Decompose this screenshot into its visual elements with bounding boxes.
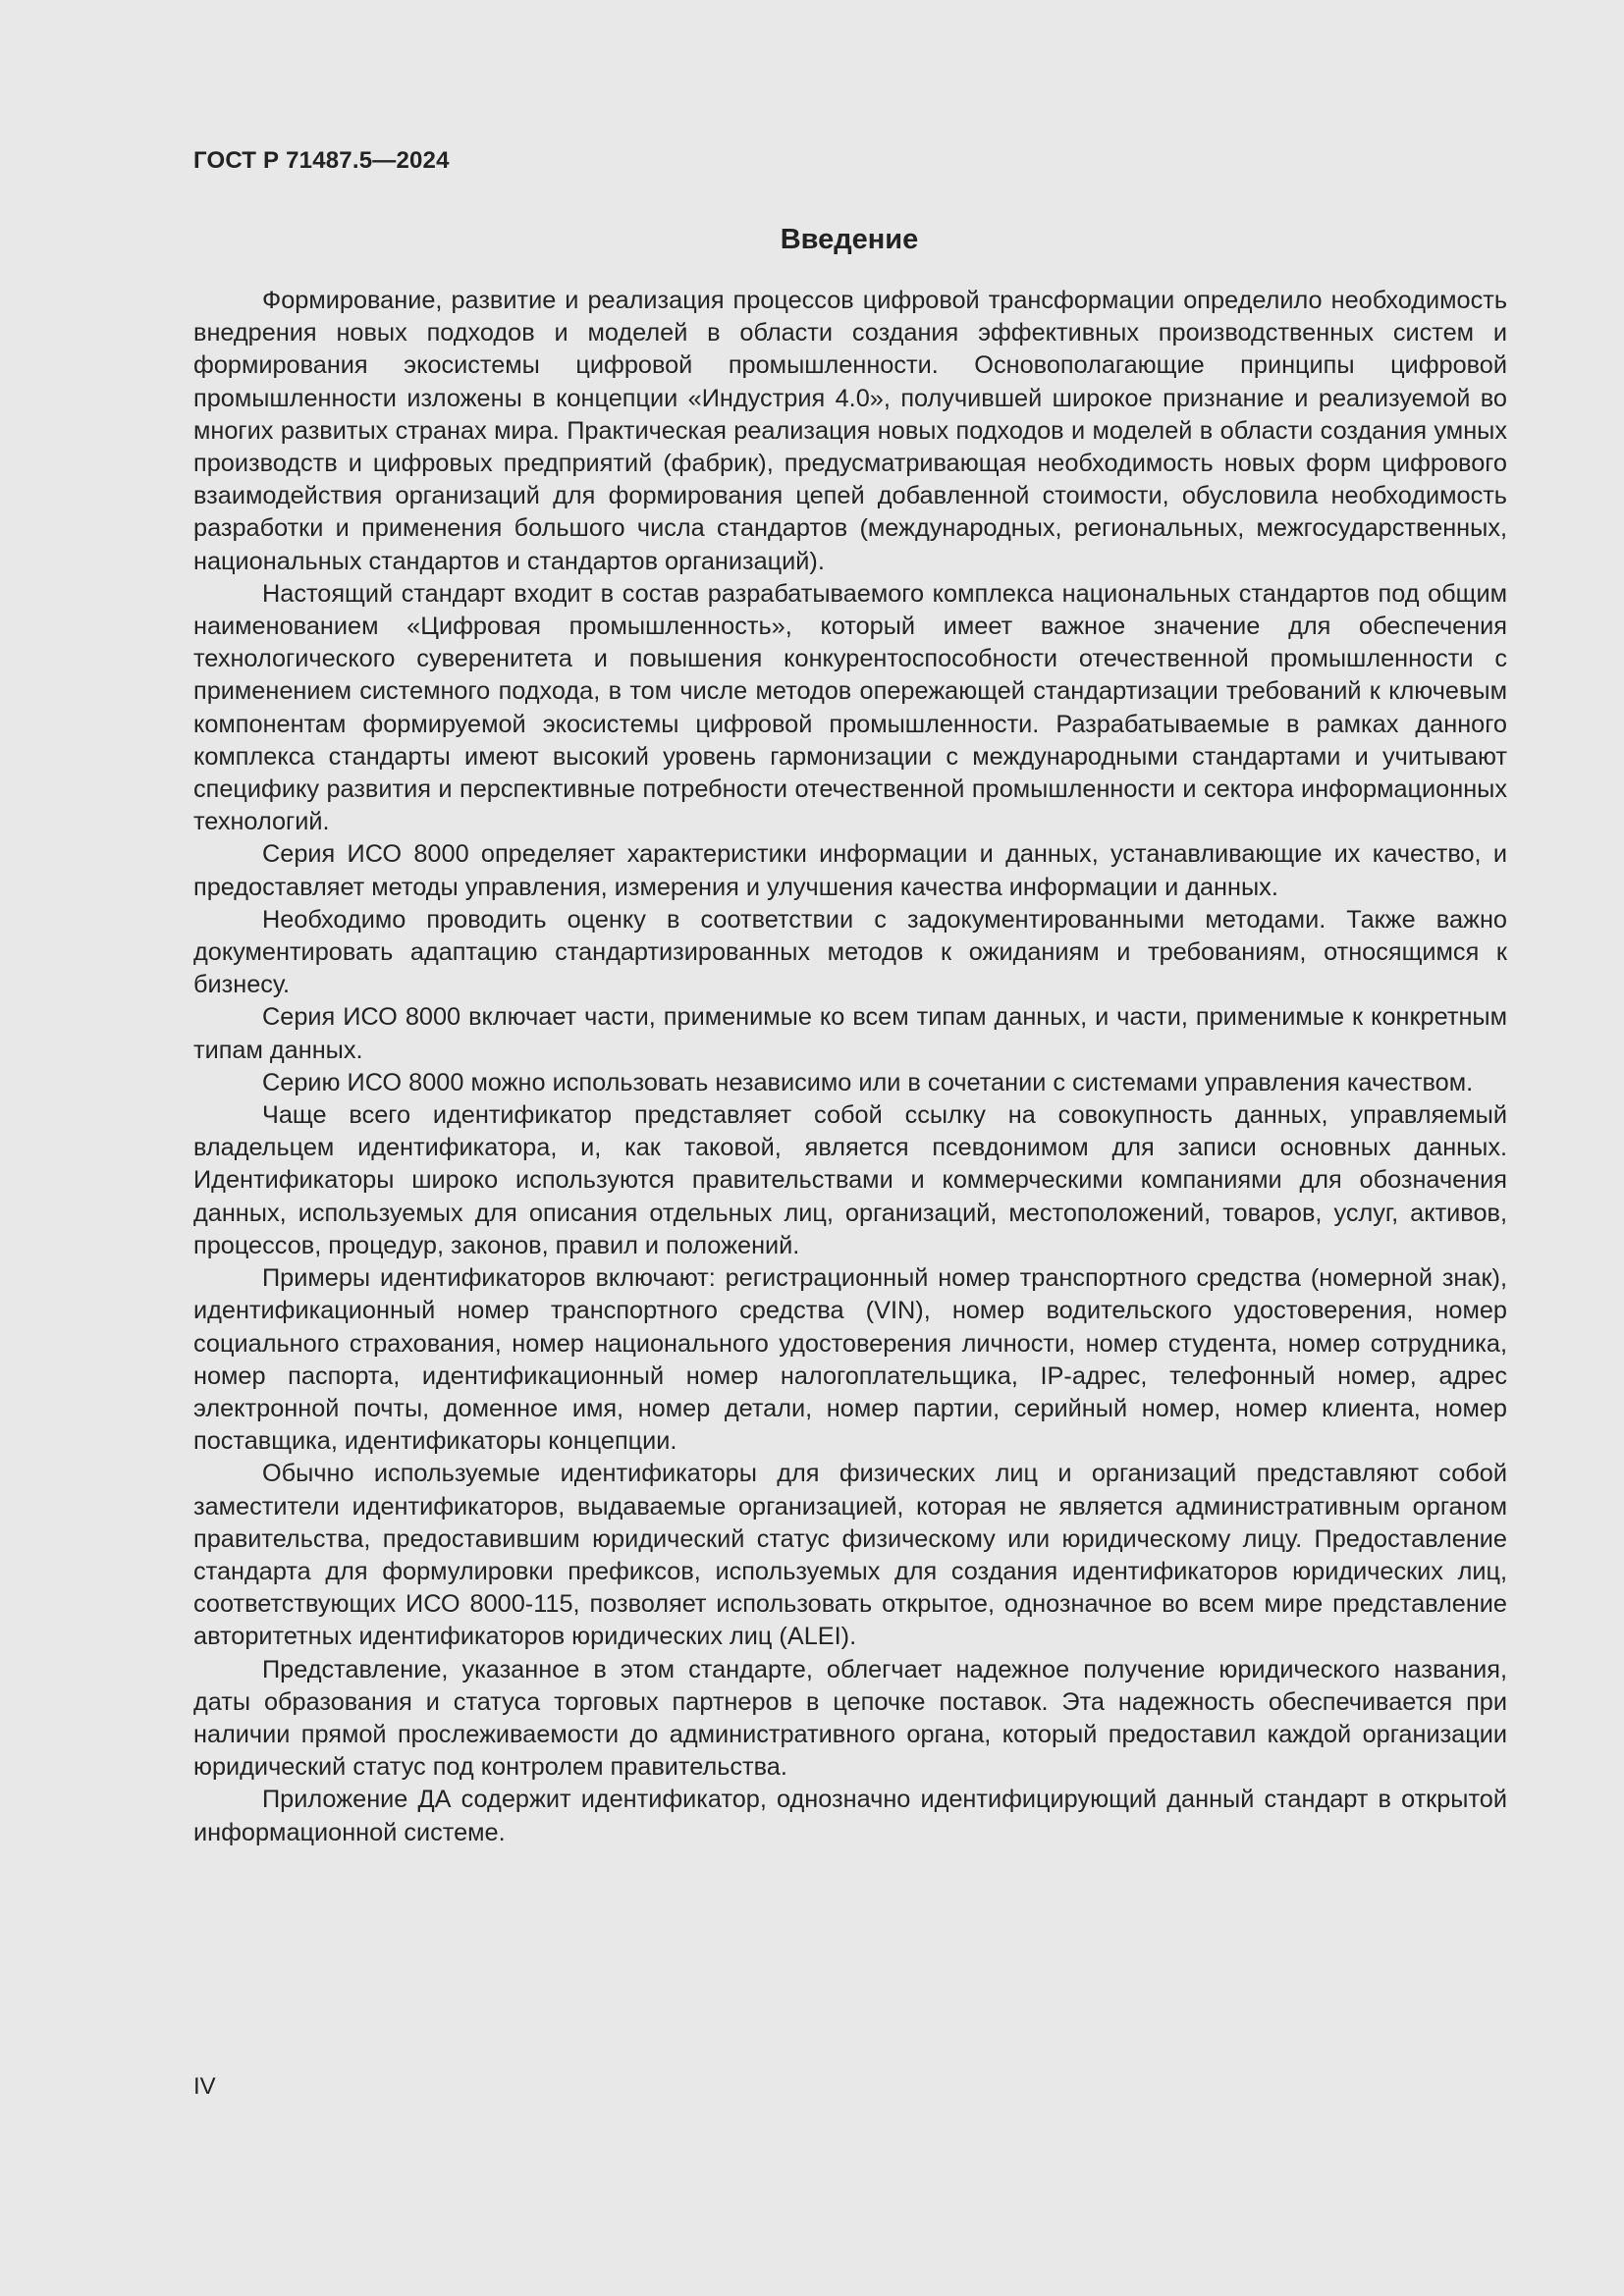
section-title: Введение	[780, 224, 919, 255]
paragraph: Обычно используемые идентификаторы для физических лиц и организаций представляют собой заместители идентификаторов, выдаваемые организацией, которая не является административным органом правительства, предоставившим юридический статус физическому или юридическому лицу. Предоставление стандарта для формулировки префиксов, используемых для создания идентификаторов юридических лиц, соответствующих ИСО 8000-115, позволяет использовать открытое, однозначное во всем мире представление авторитетных идентификаторов юридических лиц (ALEI).	[193, 1460, 1507, 1651]
paragraph: Серия ИСО 8000 включает части, применимые ко всем типам данных, и части, применимые к конкретным типам данных.	[193, 1003, 1507, 1064]
paragraph: Формирование, развитие и реализация процессов цифровой трансформации определило необходимость внедрения новых подходов и моделей в области создания эффективных производственных систем и формирования экосистемы цифровой промышленности. Основополагающие принципы цифровой промышленности изложены в концепции «Индустрия 4.0», получившей широкое признание и реализуемой во многих развитых странах мира. Практическая реализация новых подходов и моделей в области создания умных производств и цифровых предприятий (фабрик), предусматривающая необходимость новых форм цифрового взаимодействия организаций для формирования цепей добавленной стоимости, обусловила необходимость разработки и применения большого числа стандартов (международных, региональных, межгосударственных, национальных стандартов и стандартов организаций).	[193, 287, 1507, 575]
paragraph: Приложение ДА содержит идентификатор, однозначно идентифицирующий данный стандарт в открытой информационной системе.	[193, 1786, 1507, 1846]
page-number: IV	[193, 2073, 216, 2100]
paragraph: Представление, указанное в этом стандарте, облегчает надежное получение юридического названия, даты образования и статуса торговых партнеров в цепочке поставок. Эта надежность обеспечивается при наличии прямой прослеживаемости до административного органа, который предоставил каждой организации юридический статус под контролем правительства.	[193, 1655, 1507, 1782]
paragraph: Необходимо проводить оценку в соответствии с задокументированными методами. Также важно документировать адаптацию стандартизированных методов к ожиданиям и требованиям, относящимся к бизнесу.	[193, 905, 1507, 999]
paragraph: Примеры идентификаторов включают: регистрационный номер транспортного средства (номерной знак), идентификационный номер транспортного средства (VIN), номер водительского удостоверения, номер социального страхования, номер национального удостоверения личности, номер студента, номер сотрудника, номер паспорта, идентификационный номер налогоплательщика, IP-адрес, телефонный номер, адрес электронной почты, доменное имя, номер детали, номер партии, серийный номер, номер клиента, номер поставщика, идентификаторы концепции.	[193, 1264, 1507, 1456]
paragraph: Настоящий стандарт входит в состав разрабатываемого комплекса национальных стандартов под общим наименованием «Цифровая промышленность», который имеет важное значение для обеспечения технологического суверенитета и повышения конкурентоспособности отечественной промышленности с применением системного подхода, в том числе методов опережающей стандартизации требований к ключевым компонентам формируемой экосистемы цифровой промышленности. Разрабатываемые в рамках данного комплекса стандарты имеют высокий уровень гармонизации с международными стандартами и учитывают специфику развития и перспективные потребности отечественной промышленности и сектора информационных технологий.	[193, 579, 1507, 836]
standard-code: ГОСТ Р 71487.5—2024	[193, 147, 450, 174]
paragraph: Чаще всего идентификатор представляет собой ссылку на совокупность данных, управляемый владельцем идентификатора, и, как таковой, является псевдонимом для записи основных данных. Идентификаторы широко используются правительствами и коммерческими компаниями для обозначения данных, используемых для описания отдельных лиц, организаций, местоположений, товаров, услуг, активов, процессов, процедур, законов, правил и положений.	[193, 1101, 1507, 1259]
paragraph: Серию ИСО 8000 можно использовать независимо или в сочетании с системами управления качеством.	[262, 1068, 1474, 1096]
paragraph: Серия ИСО 8000 определяет характеристики информации и данных, устанавливающие их качество, и предоставляет методы управления, измерения и улучшения качества информации и данных.	[193, 840, 1507, 901]
body-text	[193, 285, 1507, 1849]
